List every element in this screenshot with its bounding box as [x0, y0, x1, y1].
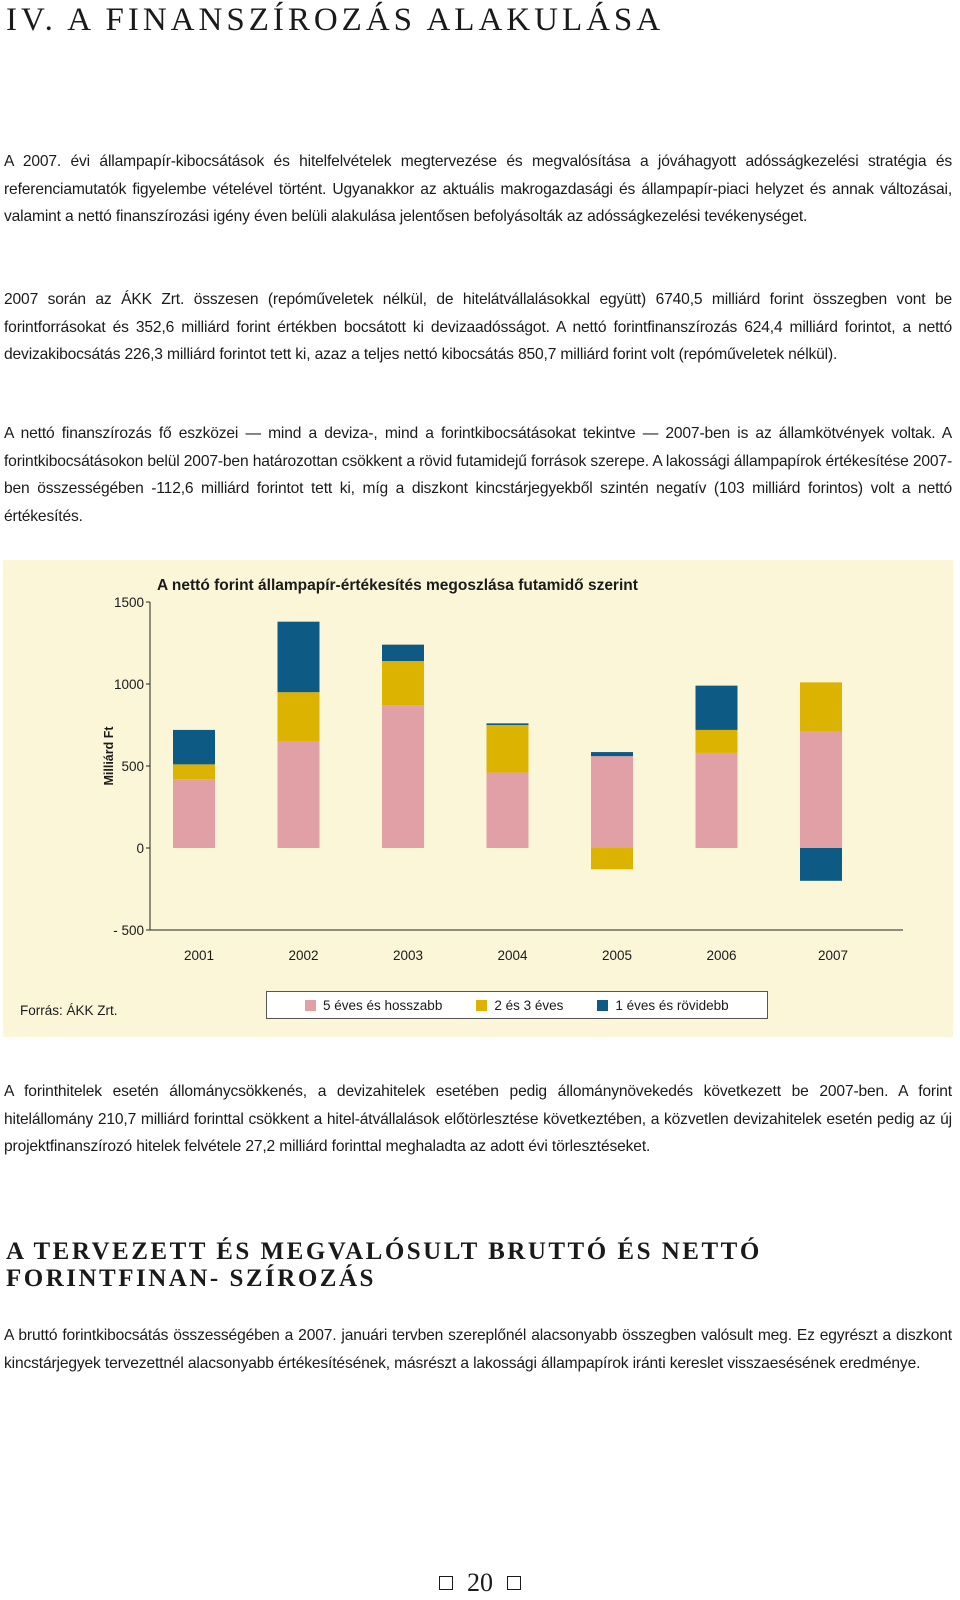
- paragraph-issuance: 2007 során az ÁKK Zrt. összesen (repóműveletek nélkül, de hitelátvállalásokkal együtt) 6740,5 milliárd forint összegben vont be forintforrásokat és 352,6 milliárd forint értékben bocsátott ki devizaadósságot. A nettó forintfinanszírozás 624,4 milliárd forintot, a nettó devizakibocsátás 226,3 milliárd forintot tett ki, azaz a teljes nettó kibocsátás 850,7 milliárd forint volt (repóműveletek nélkül).: [4, 291, 952, 363]
- bar-segment: [382, 661, 424, 705]
- bar-segment: [487, 725, 529, 773]
- page-box-left-icon: [439, 1576, 453, 1590]
- bar-segment: [800, 732, 842, 848]
- bar-segment: [278, 692, 320, 741]
- bar-segment: [696, 686, 738, 730]
- legend-swatch: [597, 1000, 608, 1011]
- chart-source: Forrás: ÁKK Zrt.: [20, 1003, 118, 1018]
- x-tick-label: 2003: [392, 948, 424, 963]
- y-tick-label: 0: [136, 841, 144, 856]
- bar-segment: [696, 753, 738, 848]
- y-axis-label: Milliárd Ft: [102, 726, 116, 786]
- paragraph-intro: A 2007. évi állampapír-kibocsátások és hitelfelvételek megtervezése és megvalósítása a jóváhagyott adósságkezelési stratégia és referenciamutatók figyelembe vételével történt. Ugyanakkor az aktuális makrogazdasági és állampapír-piaci helyzet és annak változásai, valamint a nettó finanszírozási igény éven belüli alakulása jelentősen befolyásolták az adósságkezelési tevékenységet.: [4, 153, 952, 225]
- y-tick-label: 500: [121, 759, 144, 774]
- bar-segment: [696, 730, 738, 753]
- legend-item: [476, 998, 563, 1013]
- section-heading: IV. A FINANSZÍROZÁS ALAKULÁSA: [6, 2, 665, 38]
- paragraph-gross-issuance: A bruttó forintkibocsátás összességében a 2007. januári tervben szereplőnél alacsonyabb összegben valósult meg. Ez egyrészt a diszkont kincstárjegyek tervezettnél alacsonyabb értékesítésének, másrészt a lakossági állampapírok iránti kereslet visszaesésének eredménye.: [4, 1327, 952, 1372]
- page-number-text: 20: [467, 1568, 493, 1597]
- x-tick-label: 2004: [497, 948, 528, 963]
- stacked-bar-chart: [3, 560, 953, 990]
- x-tick-label: 2005: [601, 948, 633, 963]
- bar-segment: [382, 705, 424, 848]
- bar-segment: [278, 622, 320, 693]
- bar-segment: [800, 682, 842, 731]
- bar-segment: [591, 752, 633, 756]
- page-box-right-icon: [507, 1576, 521, 1590]
- subsection-heading: A TERVEZETT ÉS MEGVALÓSULT BRUTTÓ ÉS NETTÓ FORINTFINAN- SZÍROZÁS: [6, 1238, 762, 1292]
- y-tick-label: 1000: [113, 677, 144, 692]
- paragraph-instruments: A nettó finanszírozás fő eszközei — mind a deviza-, mind a forintkibocsátásokat tekintve — 2007-ben is az államkötvények voltak. A forintkibocsátásokon belül 2007-ben határozottan csökkent a rövid futamidejű források szerepe. A lakossági állampapírok értékesítése 2007-ben összességében -112,6 milliárd forintot tett ki, míg a diszkont kincstárjegyekből szintén negatív (103 milliárd forintos) volt a nettó értékesítés.: [4, 425, 952, 525]
- chart-title: A nettó forint állampapír-értékesítés megoszlása futamidő szerint: [157, 577, 638, 594]
- page-number: [0, 1568, 960, 1598]
- legend-item: [597, 998, 728, 1013]
- x-tick-label: 2002: [288, 948, 319, 963]
- bar-segment: [591, 848, 633, 869]
- bar-segment: [173, 764, 215, 779]
- paragraph-loans: A forinthitelek esetén állománycsökkenés, a devizahitelek esetében pedig állománynövekedés következett be 2007-ben. A forint hitelállomány 210,7 milliárd forinttal csökkent a hitel-átvállalások előtörlesztése következtében, a közvetlen devizahitelek esetén pedig az új projektfinanszírozó hitelek felvétele 27,2 milliárd forinttal meghaladta az adott évi törlesztéseket.: [4, 1083, 952, 1155]
- legend-swatch: [476, 1000, 487, 1011]
- legend-label: 2 és 3 éves: [494, 997, 564, 1013]
- bar-segment: [173, 730, 215, 764]
- legend-swatch: [305, 1000, 316, 1011]
- legend-label: 1 éves és rövidebb: [615, 997, 729, 1013]
- x-tick-label: 2007: [817, 948, 849, 963]
- chart-panel: [3, 560, 953, 1037]
- bar-segment: [173, 779, 215, 848]
- legend-label: 5 éves és hosszabb: [323, 997, 443, 1013]
- y-tick-label: - 500: [113, 923, 144, 938]
- bar-segment: [591, 756, 633, 848]
- x-tick-label: 2001: [183, 948, 215, 963]
- y-tick-label: 1500: [113, 595, 144, 610]
- bar-segment: [278, 741, 320, 848]
- x-tick-label: 2006: [706, 948, 737, 963]
- legend-item: [305, 998, 442, 1013]
- bar-segment: [800, 848, 842, 881]
- bar-segment: [487, 723, 529, 725]
- chart-legend: [266, 991, 768, 1019]
- bar-segment: [487, 773, 529, 848]
- bar-segment: [382, 645, 424, 661]
